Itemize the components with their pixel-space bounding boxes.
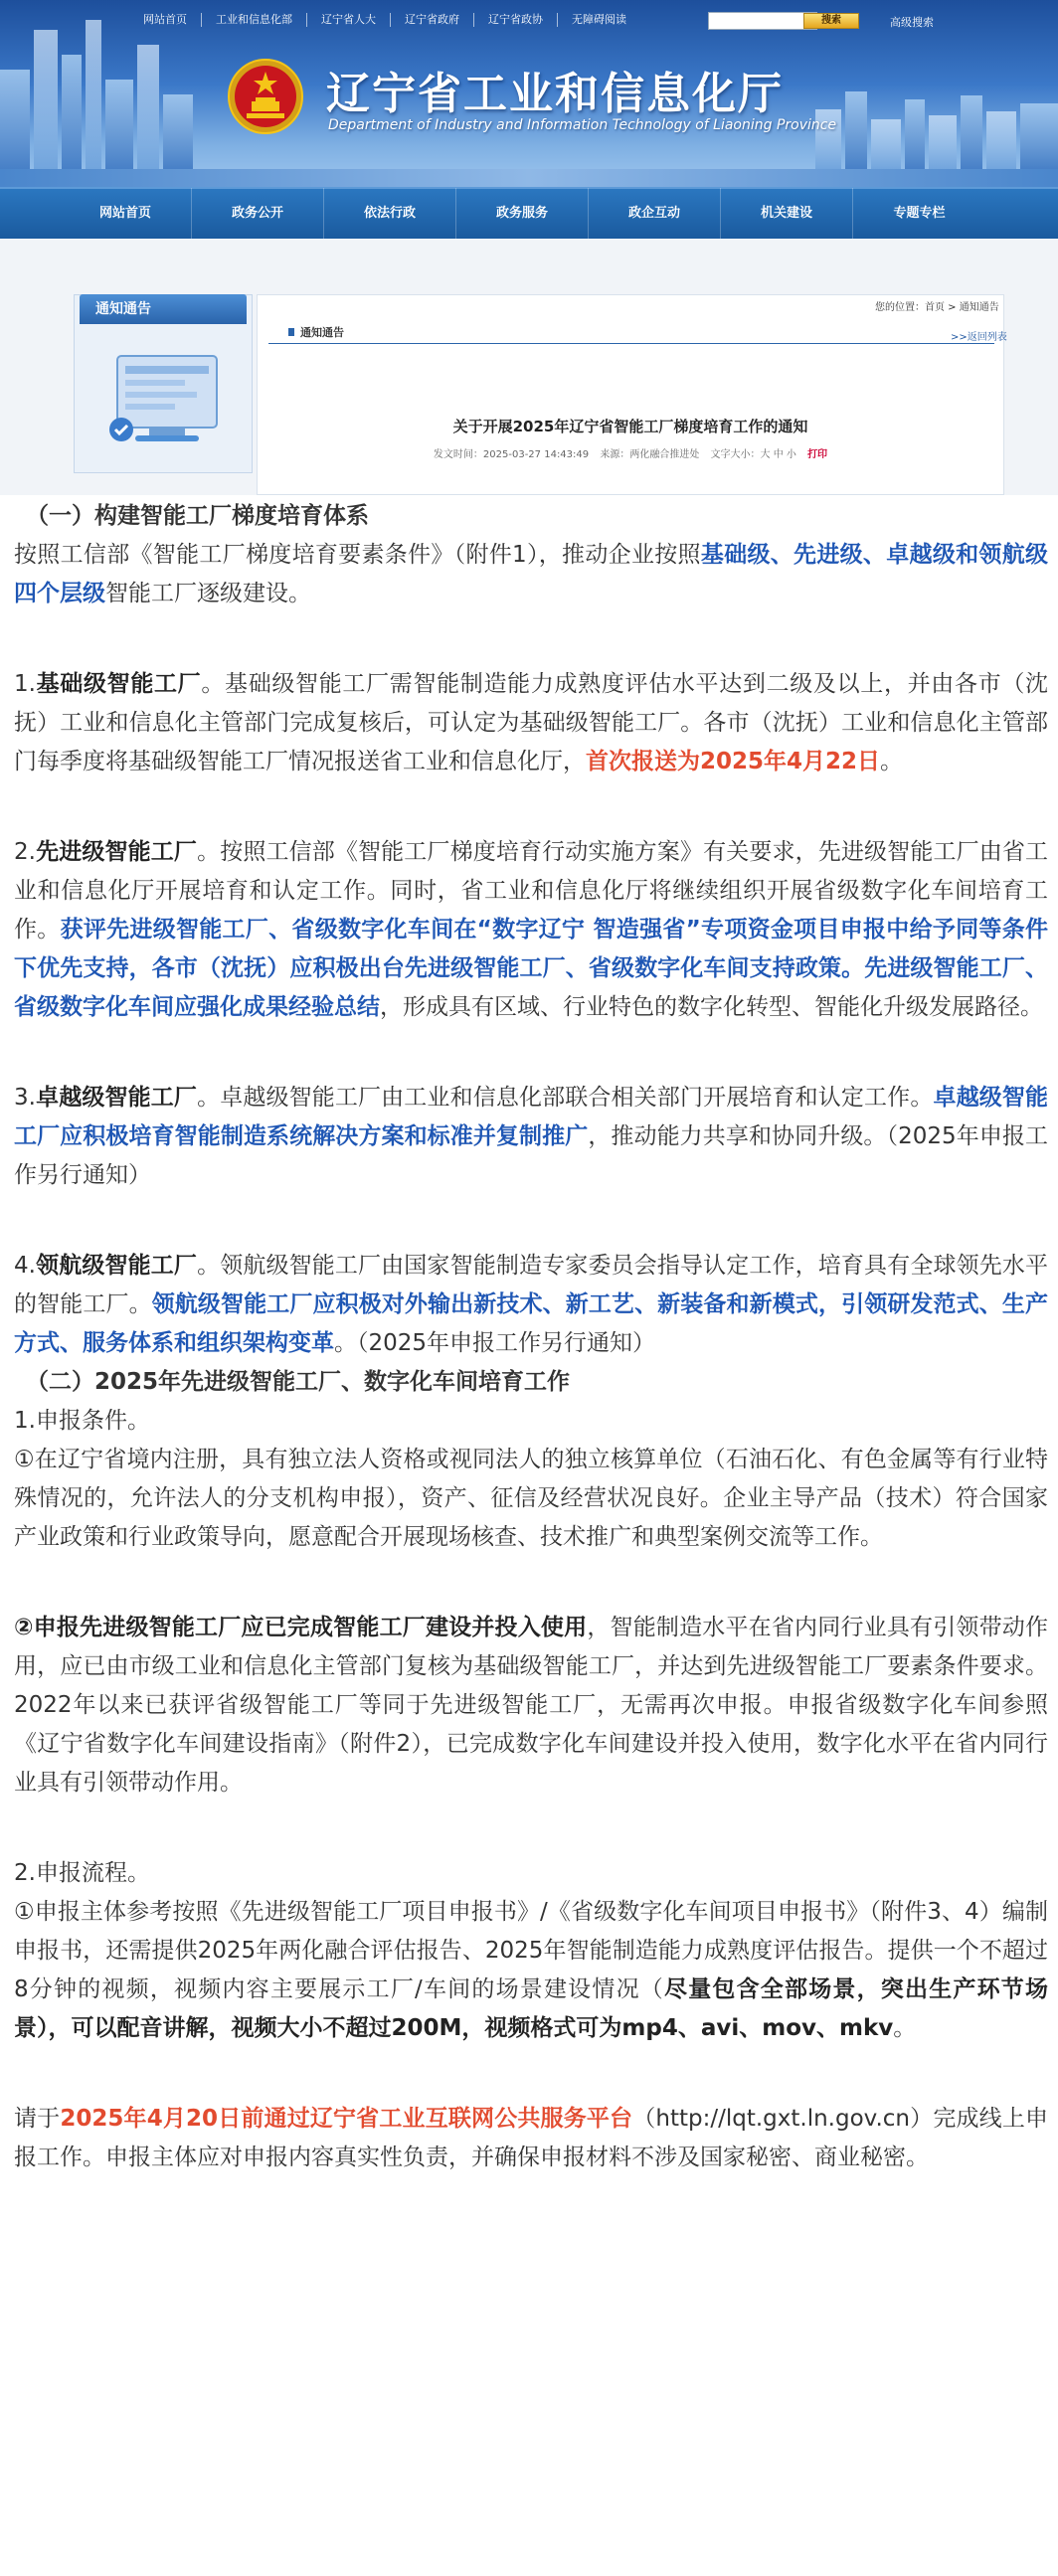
nav-gov-affairs[interactable]: 政务公开: [192, 188, 324, 240]
nav-special-topics[interactable]: 专题专栏: [893, 206, 946, 221]
condition-2: ②申报先进级智能工厂应已完成智能工厂建设并投入使用，智能制造水平在省内同行业具有引领带动作用，应已由市级工业和信息化主管部门复核为基础级智能工厂，并达到先进级智能工厂要素条件要求。2022年以来已获评省级智能工厂等同于先进级智能工厂，无需再次申报。申报省级数字化车间参照《辽宁省数字化车间建设指南》（附件2），已完成数字化车间建设并投入使用，数字化水平在省内同行业具有引领带动作用。: [14, 1615, 1048, 1796]
toplink-gov[interactable]: 辽宁省政府: [391, 13, 474, 27]
main-nav: [0, 187, 1058, 239]
item-leading-level: 4.领航级智能工厂。领航级智能工厂由国家智能制造专家委员会指导认定工作，培育具有全球领先水平的智能工厂。领航级智能工厂应积极对外输出新技术、新工艺、新装备和新模式，引领研发范式、生产方式、服务体系和组织架构变革。（2025年申报工作另行通知）: [14, 1253, 1049, 1356]
toplink-npc[interactable]: 辽宁省人大: [307, 13, 391, 27]
meta-source: 来源：两化融合推进处: [600, 449, 700, 460]
breadcrumb[interactable]: 您的位置：首页 > 通知通告: [875, 302, 999, 313]
site-subtitle: Department of Industry and Information Technology of Liaoning Province: [328, 117, 837, 133]
section-2-title: （二）2025年先进级智能工厂、数字化车间培育工作: [26, 1369, 571, 1395]
nav-rule-of-law[interactable]: 依法行政: [324, 188, 456, 240]
condition-1: ①在辽宁省境内注册，具有独立法人资格或视同法人的独立核算单位（石油石化、有色金属等有行业特殊情况的，允许法人的分支机构申报），资产、征信及经营状况良好。企业主导产品（技术）符合国家产业政策和行业政策导向，愿意配合开展现场核查、技术推广和典型案例交流等工作。: [14, 1447, 1048, 1550]
meta-font-size[interactable]: 文字大小：大 中 小: [710, 449, 796, 460]
toplink-accessibility[interactable]: 无障碍阅读: [572, 13, 626, 26]
item-basic-level: 1.基础级智能工厂。基础级智能工厂需智能制造能力成熟度评估水平达到二级及以上，并由各市（沈抚）工业和信息化主管部门完成复核后，可认定为基础级智能工厂。各市（沈抚）工业和信息化主管部门每季度将基础级智能工厂情况报送省工业和信息化厅，首次报送为2025年4月22日。: [14, 671, 1049, 774]
article-body: [14, 497, 1048, 2177]
toplink-home[interactable]: 网站首页: [129, 13, 202, 27]
subsection-process: 2.申报流程。: [14, 1860, 150, 1886]
panel-section-title: 通知通告: [288, 324, 344, 340]
category-tab-notices[interactable]: 通知通告: [80, 294, 247, 324]
section-1-intro: 按照工信部《智能工厂梯度培育要素条件》（附件1），推动企业按照基础级、先进级、卓越级和领航级四个层级智能工厂逐级建设。: [14, 542, 1048, 606]
notice-illustration-icon: [95, 338, 235, 461]
advanced-search-link[interactable]: 高级搜索: [890, 16, 934, 29]
meta-print-link[interactable]: 打印: [807, 449, 828, 460]
nav-interaction[interactable]: 政企互动: [589, 188, 721, 240]
subsection-conditions: 1.申报条件。: [14, 1408, 150, 1434]
article-info-panel: [257, 294, 1004, 495]
nav-organization[interactable]: 机关建设: [721, 188, 853, 240]
section-1-title: （一）构建智能工厂梯度培育体系: [26, 503, 369, 529]
site-title: 辽宁省工业和信息化厅: [326, 69, 784, 119]
national-emblem-icon: [227, 58, 304, 135]
search-button[interactable]: 搜索: [803, 13, 859, 29]
nav-gov-services[interactable]: 政务服务: [456, 188, 589, 240]
meta-date: 发文时间：2025-03-27 14:43:49: [433, 449, 590, 460]
header-ribbon: [0, 169, 1058, 187]
process-1: ①申报主体参考按照《先进级智能工厂项目申报书》/《省级数字化车间项目申报书》（附件3、4）编制申报书，还需提供2025年两化融合评估报告、2025年智能制造能力成熟度评估报告。提供一个不超过8分钟的视频，视频内容主要展示工厂/车间的场景建设情况（尽量包含全部场景，突出生产环节场景），可以配音讲解，视频大小不超过200M，视频格式可为mp4、avi、mov、mkv。: [14, 1899, 1049, 2041]
document-title: 关于开展2025年辽宁省智能工厂梯度培育工作的通知: [452, 418, 808, 435]
toplink-miit[interactable]: 工业和信息化部: [202, 13, 307, 27]
toplink-cppcc[interactable]: 辽宁省政协: [474, 13, 558, 27]
document-meta: [257, 445, 1004, 460]
nav-home[interactable]: 网站首页: [60, 188, 192, 240]
top-links-bar: [129, 10, 640, 30]
process-2: 请于2025年4月20日前通过辽宁省工业互联网公共服务平台（http://lqt.gxt.ln.gov.cn）完成线上申报工作。申报主体应对申报内容真实性负责，并确保申报材料不涉及国家秘密、商业秘密。: [14, 2106, 1048, 2170]
back-to-list-link[interactable]: >>返回列表: [951, 332, 1007, 343]
panel-divider: [268, 343, 994, 344]
search-input[interactable]: [708, 12, 817, 30]
site-header: [0, 0, 1058, 187]
item-excellence-level: 3.卓越级智能工厂。卓越级智能工厂由工业和信息化部联合相关部门开展培育和认定工作。卓越级智能工厂应积极培育智能制造系统解决方案和标准并复制推广，推动能力共享和协同升级。（2025年申报工作另行通知）: [14, 1085, 1049, 1188]
item-advanced-level: 2.先进级智能工厂。按照工信部《智能工厂梯度培育行动实施方案》有关要求，先进级智能工厂由省工业和信息化厅开展培育和认定工作。同时，省工业和信息化厅将继续组织开展省级数字化车间培育工作。获评先进级智能工厂、省级数字化车间在“数字辽宁 智造强省”专项资金项目申报中给予同等条件下优先支持，各市（沈抚）应积极出台先进级智能工厂、省级数字化车间支持政策。先进级智能工厂、省级数字化车间应强化成果经验总结，形成具有区域、行业特色的数字化转型、智能化升级发展路径。: [14, 839, 1049, 1020]
